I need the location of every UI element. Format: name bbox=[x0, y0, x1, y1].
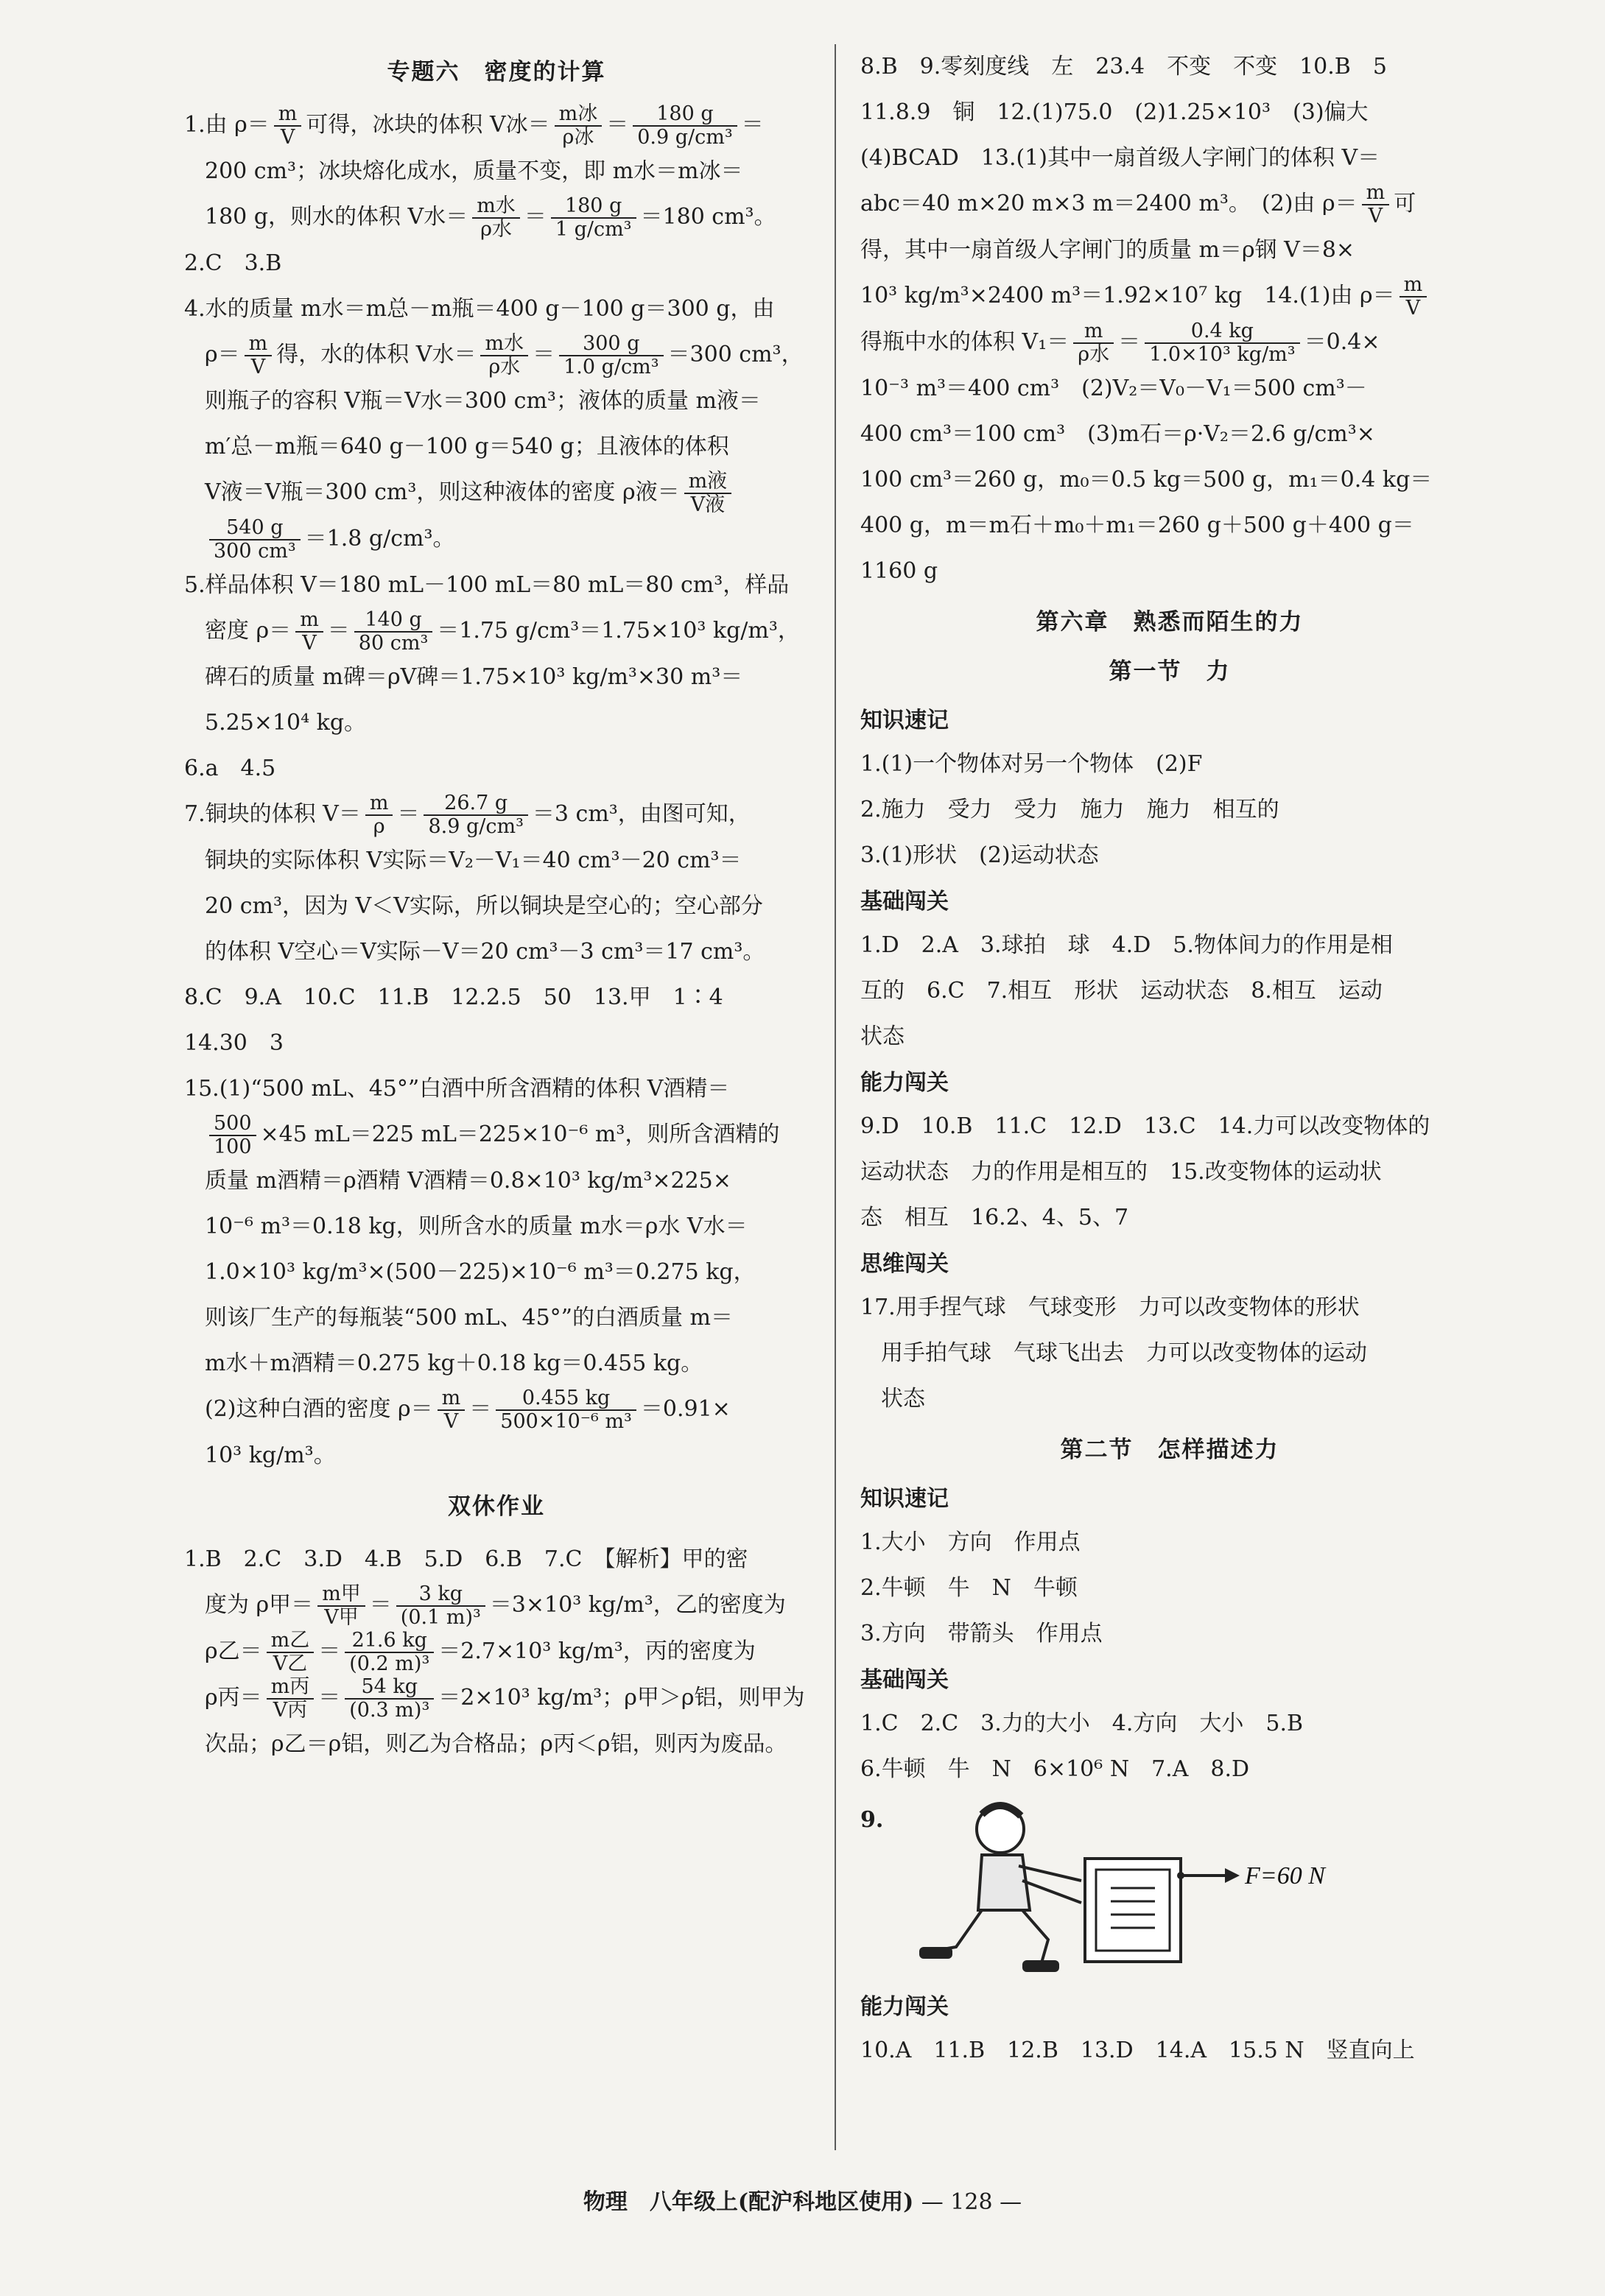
answer-line bbox=[184, 700, 809, 746]
answer-line bbox=[860, 1520, 1479, 1566]
fraction bbox=[559, 333, 663, 378]
text-run: 10.A 11.B 12.B 13.D 14.A 15.5 N 竖直向上 bbox=[860, 2038, 1415, 2063]
answer-line bbox=[860, 273, 1479, 320]
text-run: ＝ bbox=[1118, 329, 1141, 355]
person-leg-front bbox=[1022, 1910, 1048, 1965]
text-run: 1160 g bbox=[860, 558, 938, 584]
fraction-numerator: m液 bbox=[684, 471, 732, 494]
text-run: m′总－m瓶＝640 g－100 g＝540 g；且液体的体积 bbox=[205, 434, 729, 459]
fraction-denominator: V液 bbox=[690, 493, 726, 516]
left-column bbox=[184, 44, 809, 1767]
fraction-denominator: 100 bbox=[214, 1135, 252, 1158]
answer-line bbox=[184, 1537, 809, 1582]
text-run: 10³ kg/m³。 bbox=[205, 1443, 336, 1468]
fraction bbox=[209, 1113, 256, 1158]
fraction-numerator: 54 kg bbox=[345, 1676, 434, 1700]
fraction-numerator: 140 g bbox=[354, 609, 433, 633]
topic-title: 专题六 密度的计算 bbox=[387, 59, 606, 85]
fraction bbox=[365, 792, 393, 838]
text-run: 17.用手捏气球 气球变形 力可以改变物体的形状 bbox=[860, 1295, 1360, 1320]
force-label: F=60 N bbox=[1245, 1862, 1325, 1890]
fraction-denominator: (0.2 m)³ bbox=[349, 1652, 430, 1675]
answer-line bbox=[860, 412, 1479, 457]
fraction-denominator: 1.0 g/cm³ bbox=[563, 356, 659, 378]
text-run: 2.C 3.B bbox=[184, 250, 282, 276]
answer-line bbox=[860, 503, 1479, 549]
text-run: 次品；ρ乙＝ρ铝，则乙为合格品；ρ丙＜ρ铝，则丙为废品。 bbox=[205, 1731, 787, 1757]
fraction bbox=[424, 792, 527, 838]
fraction-numerator: m丙 bbox=[267, 1676, 315, 1700]
text-run: 180 g，则水的体积 V水＝ bbox=[205, 204, 468, 230]
fraction bbox=[396, 1583, 485, 1629]
text-run: 6.a 4.5 bbox=[184, 756, 276, 781]
fraction-numerator: m水 bbox=[480, 333, 528, 356]
fraction-denominator: ρ水 bbox=[488, 356, 521, 378]
text-run: 20 cm³，因为 V＜V实际，所以铜块是空心的；空心部分 bbox=[205, 893, 763, 919]
fraction-numerator: 500 bbox=[209, 1113, 256, 1136]
fraction bbox=[317, 1583, 365, 1629]
force-arrow-head bbox=[1225, 1868, 1240, 1883]
fraction bbox=[209, 517, 301, 563]
text-run: 铜块的实际体积 V实际＝V₂－V₁＝40 cm³－20 cm³＝ bbox=[205, 848, 742, 873]
text-run: ＝ bbox=[469, 1396, 492, 1422]
answer-line bbox=[860, 1747, 1479, 1792]
answer-line bbox=[860, 1285, 1479, 1331]
figure-9 bbox=[860, 1792, 1479, 1984]
fraction-denominator: V bbox=[250, 356, 266, 378]
fraction-numerator: 180 g bbox=[551, 195, 636, 219]
text-run: 度为 ρ甲＝ bbox=[205, 1592, 314, 1618]
answer-line bbox=[184, 1295, 809, 1341]
fraction-numerator: m bbox=[245, 333, 273, 356]
fraction-numerator: m乙 bbox=[267, 1630, 315, 1653]
text-run: ＝3×10³ kg/m³，乙的密度为 bbox=[489, 1592, 786, 1618]
fraction bbox=[480, 333, 528, 378]
text-run: 1.C 2.C 3.力的大小 4.方向 大小 5.B bbox=[860, 1711, 1304, 1736]
fraction-numerator: m bbox=[1073, 320, 1114, 344]
text-run: ＝1.8 g/cm³。 bbox=[304, 526, 455, 552]
text-run: 1.0×10³ kg/m³×(500－225)×10⁻⁶ m³＝0.275 kg， bbox=[205, 1259, 756, 1285]
text-run: 态 相互 16.2、4、5、7 bbox=[860, 1205, 1129, 1230]
shoe-back bbox=[919, 1947, 952, 1959]
fraction-numerator: 0.455 kg bbox=[496, 1387, 636, 1411]
right-column bbox=[860, 44, 1479, 2074]
answer-line bbox=[184, 332, 809, 378]
fraction-denominator: V bbox=[443, 1410, 459, 1433]
section-title: 第二节 怎样描述力 bbox=[1060, 1437, 1279, 1463]
answer-line bbox=[184, 102, 809, 149]
fraction bbox=[555, 103, 603, 149]
text-run: ＝ bbox=[741, 112, 764, 138]
text-run: ＝ bbox=[318, 1685, 341, 1711]
section-title: 第一节 力 bbox=[1109, 658, 1231, 685]
text-run: m水＋m酒精＝0.275 kg＋0.18 kg＝0.455 kg。 bbox=[205, 1351, 703, 1376]
fraction bbox=[354, 609, 433, 655]
subsection-heading: 知识速记 bbox=[860, 1486, 949, 1512]
text-run: ρ＝ bbox=[205, 342, 240, 367]
text-run: ＝ bbox=[533, 342, 555, 367]
answer-line bbox=[860, 2028, 1479, 2074]
weekend-homework-title: 双休作业 bbox=[448, 1493, 545, 1520]
text-run: (2)这种白酒的密度 ρ＝ bbox=[205, 1396, 433, 1422]
fraction-denominator: 500×10⁻⁶ m³ bbox=[500, 1410, 632, 1433]
fraction-numerator: m bbox=[1399, 274, 1427, 297]
fraction bbox=[472, 195, 520, 241]
fraction-numerator: m bbox=[274, 103, 302, 127]
fraction bbox=[267, 1630, 315, 1675]
fraction-denominator: 80 cm³ bbox=[358, 632, 429, 655]
text-run: 运动状态 力的作用是相互的 15.改变物体的运动状 bbox=[860, 1159, 1382, 1185]
fraction-denominator: 1 g/cm³ bbox=[555, 218, 632, 241]
push-box-illustration bbox=[912, 1792, 1427, 1976]
person-leg-back bbox=[934, 1910, 982, 1951]
text-run: 5.样品体积 V＝180 mL－100 mL＝80 mL＝80 cm³，样品 bbox=[184, 572, 790, 598]
answer-line bbox=[184, 1158, 809, 1204]
fraction-denominator: ρ冰 bbox=[562, 126, 594, 149]
answer-line bbox=[184, 470, 809, 516]
fraction-denominator: ρ水 bbox=[1078, 343, 1110, 366]
text-run: 200 cm³；冰块熔化成水，质量不变，即 m水＝m冰＝ bbox=[205, 158, 743, 184]
answer-line bbox=[184, 838, 809, 884]
text-run: 1.D 2.A 3.球拍 球 4.D 5.物体间力的作用是相 bbox=[860, 932, 1393, 958]
fraction-numerator: 3 kg bbox=[396, 1583, 485, 1607]
fraction-denominator: V乙 bbox=[273, 1652, 308, 1675]
answer-line bbox=[184, 1387, 809, 1433]
answer-line bbox=[184, 1021, 809, 1066]
fraction-denominator: V甲 bbox=[324, 1606, 359, 1629]
answer-line bbox=[184, 608, 809, 655]
answer-line bbox=[860, 44, 1479, 90]
fraction-numerator: m水 bbox=[472, 195, 520, 219]
fraction-denominator: V bbox=[302, 632, 317, 655]
answer-line bbox=[184, 1433, 809, 1479]
answer-line bbox=[860, 366, 1479, 412]
answer-line bbox=[860, 1611, 1479, 1657]
fraction bbox=[274, 103, 302, 149]
text-run: ＝ bbox=[327, 618, 350, 644]
text-run: 则该厂生产的每瓶装“500 mL、45°”的白酒质量 m＝ bbox=[205, 1305, 733, 1331]
text-run: 2.施力 受力 受力 施力 施力 相互的 bbox=[860, 797, 1279, 823]
fraction bbox=[1145, 320, 1300, 366]
text-run: ＝ bbox=[524, 204, 547, 230]
text-run: 互的 6.C 7.相互 形状 运动状态 8.相互 运动 bbox=[860, 978, 1383, 1004]
text-run: 3.(1)形状 (2)运动状态 bbox=[860, 842, 1099, 868]
text-run: 用手拍气球 气球飞出去 力可以改变物体的运动 bbox=[881, 1340, 1367, 1366]
answer-line bbox=[860, 923, 1479, 968]
fraction-numerator: 0.4 kg bbox=[1145, 320, 1300, 344]
text-run: 11.8.9 铜 12.(1)75.0 (2)1.25×10³ (3)偏大 bbox=[860, 99, 1369, 125]
answer-line bbox=[860, 1104, 1479, 1149]
answer-line bbox=[860, 90, 1479, 135]
fraction bbox=[345, 1676, 434, 1722]
fraction-numerator: 26.7 g bbox=[424, 792, 527, 816]
answer-line bbox=[184, 1204, 809, 1250]
answer-line bbox=[184, 194, 809, 241]
answer-line bbox=[184, 1675, 809, 1722]
text-run: 状态 bbox=[881, 1386, 925, 1412]
answer-line bbox=[184, 516, 809, 563]
answer-line bbox=[860, 320, 1479, 366]
text-run: V液＝V瓶＝300 cm³，则这种液体的密度 ρ液＝ bbox=[205, 479, 680, 505]
fraction-denominator: (0.1 m)³ bbox=[400, 1606, 481, 1629]
text-run: 密度 ρ＝ bbox=[205, 618, 292, 644]
fraction-denominator: V bbox=[1368, 205, 1383, 228]
fraction-numerator: m甲 bbox=[317, 1583, 365, 1607]
text-run: 2.牛顿 牛 N 牛顿 bbox=[860, 1575, 1078, 1601]
fraction bbox=[295, 609, 323, 655]
fraction bbox=[551, 195, 636, 241]
answer-line bbox=[184, 563, 809, 608]
fraction bbox=[245, 333, 273, 378]
answer-line bbox=[184, 1112, 809, 1158]
answer-line bbox=[860, 1014, 1479, 1060]
subsection-heading: 能力闯关 bbox=[860, 1070, 949, 1096]
fraction-numerator: 300 g bbox=[559, 333, 663, 356]
text-run: 1.由 ρ＝ bbox=[184, 112, 270, 138]
answer-line bbox=[860, 1149, 1479, 1195]
answer-line bbox=[184, 1629, 809, 1675]
text-run: 可得，冰块的体积 V冰＝ bbox=[306, 112, 550, 138]
fraction bbox=[633, 103, 737, 149]
fraction-numerator: 180 g bbox=[633, 103, 737, 127]
fraction bbox=[267, 1676, 315, 1722]
text-run: ＝ bbox=[397, 801, 420, 827]
text-run: 1.B 2.C 3.D 4.B 5.D 6.B 7.C 【解析】甲的密 bbox=[184, 1546, 748, 1572]
text-run: 碑石的质量 m碑＝ρV碑＝1.75×10³ kg/m³×30 m³＝ bbox=[205, 664, 743, 690]
fraction-denominator: V bbox=[1405, 297, 1421, 320]
text-run: ＝ bbox=[606, 112, 629, 138]
text-run: ＝180 cm³。 bbox=[640, 204, 776, 230]
text-run: ×45 mL＝225 mL＝225×10⁻⁶ m³，则所含酒精的 bbox=[260, 1121, 780, 1147]
page-footer bbox=[0, 2183, 1605, 2216]
answer-line bbox=[860, 1701, 1479, 1747]
text-run: ＝0.4× bbox=[1304, 329, 1380, 355]
fraction bbox=[345, 1630, 434, 1675]
answer-line bbox=[860, 968, 1479, 1014]
answer-line bbox=[860, 1195, 1479, 1241]
text-run: 8.B 9.零刻度线 左 23.4 不变 不变 10.B 5 bbox=[860, 54, 1387, 80]
answer-line bbox=[184, 655, 809, 700]
answer-line bbox=[860, 135, 1479, 181]
fraction-numerator: 21.6 kg bbox=[345, 1630, 434, 1653]
fraction bbox=[438, 1387, 466, 1433]
text-run: 6.牛顿 牛 N 6×10⁶ N 7.A 8.D bbox=[860, 1756, 1250, 1782]
text-run: 7.铜块的体积 V＝ bbox=[184, 801, 361, 827]
fraction-numerator: m bbox=[438, 1387, 466, 1411]
answer-line bbox=[860, 1376, 1479, 1422]
person-arm-upper bbox=[1019, 1866, 1081, 1881]
text-run: 1.(1)一个物体对另一个物体 (2)F bbox=[860, 751, 1203, 777]
text-run: ρ乙＝ bbox=[205, 1638, 262, 1664]
fraction-denominator: ρ bbox=[373, 815, 385, 838]
text-run: 100 cm³＝260 g，m₀＝0.5 kg＝500 g，m₁＝0.4 kg＝ bbox=[860, 467, 1433, 493]
text-run: ＝2.7×10³ kg/m³，丙的密度为 bbox=[438, 1638, 756, 1664]
subsection-heading: 知识速记 bbox=[860, 708, 949, 733]
answer-line bbox=[184, 424, 809, 470]
answer-line bbox=[860, 549, 1479, 594]
page-number: — 128 — bbox=[921, 2189, 1022, 2215]
box-outer bbox=[1085, 1859, 1181, 1962]
text-run: 10⁻⁶ m³＝0.18 kg，则所含水的质量 m水＝ρ水 V水＝ bbox=[205, 1214, 748, 1239]
answer-line bbox=[184, 286, 809, 332]
text-run: ＝3 cm³，由图可知， bbox=[532, 801, 751, 827]
answer-line bbox=[860, 1331, 1479, 1376]
column-divider bbox=[835, 44, 836, 2150]
fraction-denominator: 8.9 g/cm³ bbox=[428, 815, 524, 838]
answer-line bbox=[860, 833, 1479, 878]
answer-line bbox=[184, 929, 809, 975]
fraction bbox=[1073, 320, 1114, 366]
fraction-denominator: V bbox=[280, 126, 295, 149]
text-run: 10³ kg/m³×2400 m³＝1.92×10⁷ kg 14.(1)由 ρ＝ bbox=[860, 283, 1395, 309]
fraction-denominator: 0.9 g/cm³ bbox=[637, 126, 733, 149]
fraction-numerator: m bbox=[295, 609, 323, 633]
text-run: 4.水的质量 m水＝m总－m瓶＝400 g－100 g＝300 g，由 bbox=[184, 296, 775, 322]
text-run: 得瓶中水的体积 V₁＝ bbox=[860, 329, 1070, 355]
figure-label: 9. bbox=[860, 1807, 884, 1833]
fraction-denominator: V丙 bbox=[273, 1699, 308, 1722]
fraction-numerator: m bbox=[365, 792, 393, 816]
text-run: 5.25×10⁴ kg。 bbox=[205, 710, 367, 736]
fraction-numerator: m bbox=[1362, 182, 1390, 205]
text-run: 状态 bbox=[860, 1024, 905, 1049]
text-run: abc＝40 m×20 m×3 m＝2400 m³。 (2)由 ρ＝ bbox=[860, 191, 1358, 216]
text-run: 15.(1)“500 mL、45°”白酒中所含酒精的体积 V酒精＝ bbox=[184, 1076, 730, 1102]
person-shirt bbox=[978, 1855, 1030, 1910]
fraction bbox=[684, 471, 732, 516]
text-run: 得，其中一扇首级人字闸门的质量 m＝ρ钢 V＝8× bbox=[860, 237, 1355, 263]
text-run: 的体积 V空心＝V实际－V＝20 cm³－3 cm³＝17 cm³。 bbox=[205, 939, 765, 965]
text-run: ρ丙＝ bbox=[205, 1685, 262, 1711]
fraction bbox=[1362, 182, 1390, 228]
text-run: 10⁻³ m³＝400 cm³ (2)V₂＝V₀－V₁＝500 cm³－ bbox=[860, 376, 1367, 401]
fraction-denominator: 1.0×10³ kg/m³ bbox=[1149, 343, 1296, 366]
shoe-front bbox=[1022, 1960, 1059, 1972]
text-run: 400 g，m＝m石＋m₀＋m₁＝260 g＋500 g＋400 g＝ bbox=[860, 513, 1414, 538]
text-run: ＝300 cm³， bbox=[667, 342, 804, 367]
text-run: 得，水的体积 V水＝ bbox=[276, 342, 477, 367]
answer-line bbox=[184, 975, 809, 1021]
text-run: 3.方向 带箭头 作用点 bbox=[860, 1621, 1103, 1647]
text-run: 质量 m酒精＝ρ酒精 V酒精＝0.8×10³ kg/m³×225× bbox=[205, 1168, 731, 1194]
text-run: ＝ bbox=[369, 1592, 392, 1618]
answer-line bbox=[184, 792, 809, 838]
answer-line bbox=[860, 181, 1479, 228]
answer-line bbox=[860, 787, 1479, 833]
answer-line bbox=[184, 1341, 809, 1387]
answer-line bbox=[184, 378, 809, 424]
text-run: 1.大小 方向 作用点 bbox=[860, 1529, 1081, 1555]
answer-line bbox=[184, 1722, 809, 1767]
text-run: 可 bbox=[1394, 191, 1416, 216]
person-arm-lower bbox=[1022, 1881, 1081, 1903]
footer-text: 物理 八年级上(配沪科地区使用) bbox=[583, 2189, 914, 2215]
fraction-numerator: 540 g bbox=[209, 517, 301, 540]
fraction-denominator: (0.3 m)³ bbox=[349, 1699, 430, 1722]
fraction-numerator: m冰 bbox=[555, 103, 603, 127]
subsection-heading: 能力闯关 bbox=[860, 1994, 949, 2020]
text-run: ＝ bbox=[318, 1638, 341, 1664]
fraction bbox=[1399, 274, 1427, 320]
text-run: (4)BCAD 13.(1)其中一扇首级人字闸门的体积 V＝ bbox=[860, 145, 1380, 171]
subsection-heading: 基础闯关 bbox=[860, 1667, 949, 1693]
answer-line bbox=[184, 1250, 809, 1295]
fraction-denominator: 300 cm³ bbox=[214, 540, 296, 563]
text-run: 则瓶子的容积 V瓶＝V水＝300 cm³；液体的质量 m液＝ bbox=[205, 388, 761, 414]
fraction-denominator: ρ水 bbox=[480, 218, 512, 241]
answer-line bbox=[184, 1582, 809, 1629]
text-run: ＝0.91× bbox=[640, 1396, 731, 1422]
text-run: 14.30 3 bbox=[184, 1030, 284, 1056]
answer-line bbox=[860, 228, 1479, 273]
subsection-heading: 思维闯关 bbox=[860, 1251, 949, 1277]
answer-line bbox=[860, 457, 1479, 503]
fraction bbox=[496, 1387, 636, 1433]
answer-line bbox=[184, 1066, 809, 1112]
answer-line bbox=[184, 884, 809, 929]
text-run: ＝1.75 g/cm³＝1.75×10³ kg/m³， bbox=[437, 618, 800, 644]
answer-line bbox=[184, 149, 809, 194]
subsection-heading: 基础闯关 bbox=[860, 889, 949, 915]
answer-line bbox=[184, 241, 809, 286]
text-run: 400 cm³＝100 cm³ (3)m石＝ρ·V₂＝2.6 g/cm³× bbox=[860, 421, 1375, 447]
answer-line bbox=[860, 742, 1479, 787]
text-run: 9.D 10.B 11.C 12.D 13.C 14.力可以改变物体的 bbox=[860, 1113, 1430, 1139]
answer-line bbox=[860, 1566, 1479, 1611]
answer-line bbox=[184, 746, 809, 792]
text-run: ＝2×10³ kg/m³；ρ甲＞ρ铝，则甲为 bbox=[438, 1685, 805, 1711]
text-run: 8.C 9.A 10.C 11.B 12.2.5 50 13.甲 1∶4 bbox=[184, 985, 723, 1010]
chapter-title: 第六章 熟悉而陌生的力 bbox=[1036, 609, 1304, 635]
